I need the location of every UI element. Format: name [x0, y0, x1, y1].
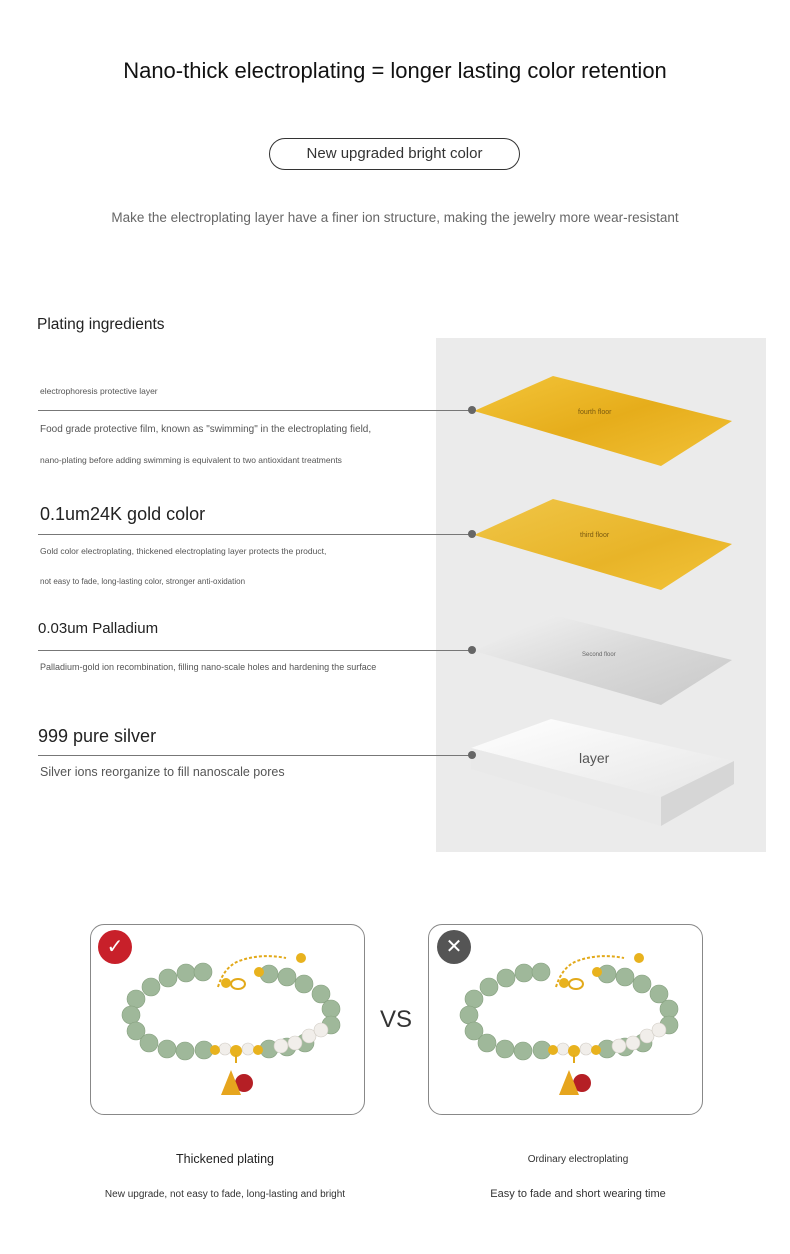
cross-icon: ✕ — [437, 930, 471, 964]
plate-label-fourth: fourth floor — [578, 409, 612, 416]
plate-fourth-floor — [474, 376, 732, 466]
caption-desc-thickened: New upgrade, not easy to fade, long-lasting and bright — [104, 1189, 346, 1200]
layer-name-palladium: 0.03um Palladium — [38, 620, 159, 637]
leader-line — [38, 534, 472, 535]
product-card-thickened — [90, 924, 365, 1115]
layer-desc: Palladium-gold ion recombination, filling nano-scale holes and hardening the surface — [40, 662, 377, 672]
layer-desc: Silver ions reorganize to fill nanoscale pores — [40, 765, 285, 779]
leader-line — [38, 755, 472, 756]
layer-desc: Gold color electroplating, thickened electroplating layer protects the product, — [40, 546, 327, 556]
layer-desc: not easy to fade, long-lasting color, stronger anti-oxidation — [40, 577, 246, 586]
layer-name-electrophoresis: electrophoresis protective layer — [40, 386, 158, 396]
check-icon: ✓ — [98, 930, 132, 964]
plate-label-second: Second floor — [582, 652, 616, 658]
caption-title-ordinary: Ordinary electroplating — [527, 1154, 629, 1165]
bracelet-image — [91, 925, 365, 1115]
section-heading: Plating ingredients — [37, 316, 165, 333]
plate-label-silver: layer — [579, 750, 610, 766]
plate-third-floor — [474, 499, 732, 590]
leader-dot — [468, 530, 476, 538]
layer-name-gold: 0.1um24K gold color — [40, 504, 206, 524]
page-subtitle: Make the electroplating layer have a finer ion structure, making the jewelry more wear-resistant — [111, 210, 679, 225]
plate-second-floor — [474, 615, 732, 705]
leader-line — [38, 650, 472, 651]
leader-dot — [468, 406, 476, 414]
plate-label-third: third floor — [580, 532, 610, 539]
bracelet-image — [429, 925, 703, 1115]
caption-title-thickened: Thickened plating — [176, 1152, 274, 1166]
leader-line — [38, 410, 472, 411]
layer-desc: Food grade protective film, known as "swimming" in the electroplating field, — [40, 424, 372, 435]
leader-dot — [468, 751, 476, 759]
upgrade-pill: New upgraded bright color — [269, 138, 520, 170]
layer-name-silver: 999 pure silver — [38, 726, 157, 746]
layer-desc: nano-plating before adding swimming is equivalent to two antioxidant treatments — [40, 455, 342, 465]
leader-dot — [468, 646, 476, 654]
vs-label: VS — [380, 1006, 413, 1033]
caption-desc-ordinary: Easy to fade and short wearing time — [490, 1188, 666, 1200]
page-title: Nano-thick electroplating = longer lasting color retention — [123, 58, 667, 83]
